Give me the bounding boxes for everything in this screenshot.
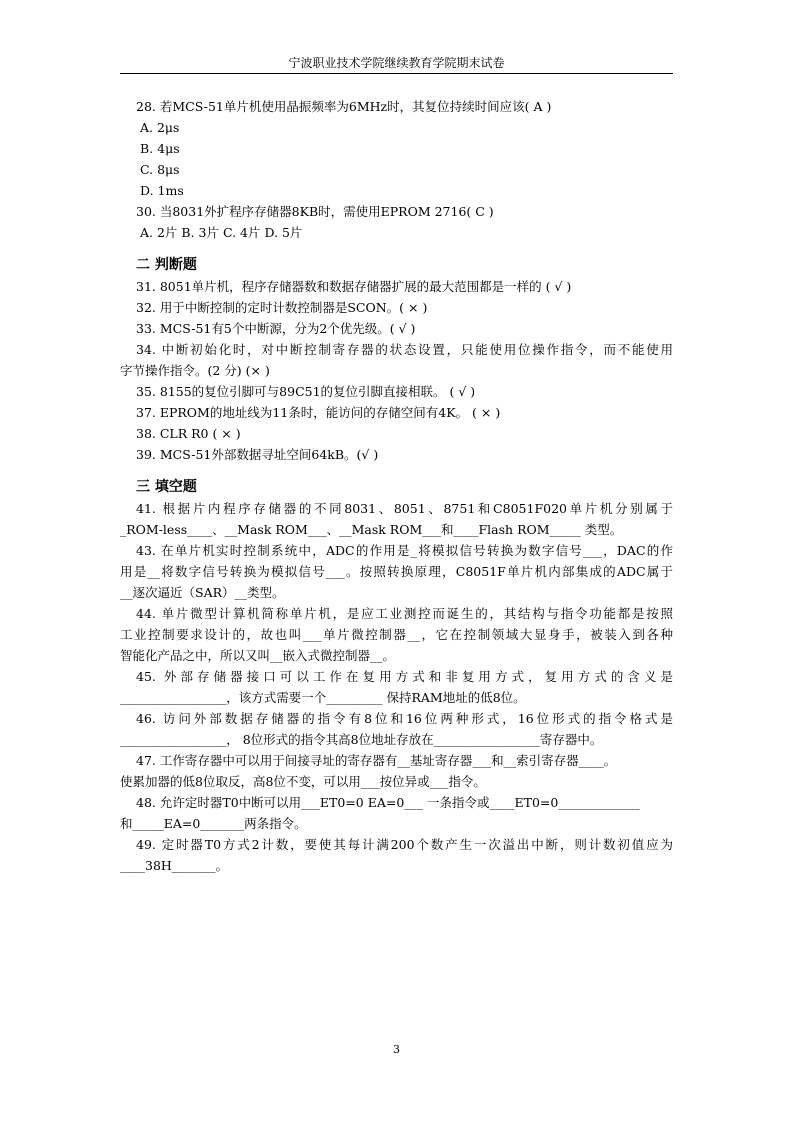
option-28d: D. 1ms	[140, 183, 184, 198]
question-44-line2: 工业控制要求设计的，故也叫___单片微控制器__，它在控制领域大显身手，被装入到各种	[120, 627, 673, 642]
page-number: 3	[393, 1043, 400, 1056]
option-28b: B. 4μs	[140, 141, 180, 156]
question-43-line2: 用是__将数字信号转换为模拟信号___。按照转换原理，C8051F单片机内部集成的ADC属于	[120, 564, 673, 579]
question-44-line1: 44. 单片微型计算机简称单片机，是应工业测控而诞生的，其结构与指令功能都是按照	[136, 606, 673, 621]
question-49-line1: 49. 定时器T0方式2计数，要使其每计满200个数产生一次溢出中断，则计数初值应为	[136, 837, 673, 852]
question-43-line1: 43. 在单片机实时控制系统中，ADC的作用是_将模拟信号转换为数字信号___，DAC的作	[136, 543, 673, 558]
question-38: 38. CLR R0 ( × )	[136, 426, 241, 441]
question-46-line2: _________________， 8位形式的指令其高8位地址存放在_________________寄存器中。	[120, 732, 603, 747]
question-47-line1: 47. 工作寄存器中可以用于间接寻址的寄存器有__基址寄存器___和__索引寄存器____。	[136, 753, 617, 768]
question-41-line2: _ROM-less____、__Mask ROM___、__Mask ROM___和____Flash ROM_____ 类型。	[120, 522, 623, 537]
question-46-line1: 46. 访问外部数据存储器的指令有8位和16位两种形式，16位形式的指令格式是	[136, 711, 673, 726]
question-41-line1: 41. 根据片内程序存储器的不同8031、8051、8751和C8051F020单片机分别属于	[136, 501, 673, 516]
page-header: 宁波职业技术学院继续教育学院期末试卷	[288, 56, 505, 70]
question-31: 31. 8051单片机，程序存储器数和数据存储器扩展的最大范围都是一样的 ( √ )	[136, 279, 572, 294]
option-28a: A. 2μs	[140, 120, 180, 135]
question-32: 32. 用于中断控制的定时计数控制器是SCON。( × )	[136, 300, 428, 315]
question-43-line3: __逐次逼近（SAR）__类型。	[120, 585, 285, 600]
question-47-line2: 使累加器的低8位取反，高8位不变，可以用___按位异或___指令。	[120, 774, 486, 789]
question-48-line1: 48. 允许定时器T0中断可以用___ET0=0 EA=0___ 一条指令或____ET0=0_____________	[136, 795, 640, 810]
question-49-line2: ____38H_______。	[120, 858, 229, 873]
question-34-line1: 34. 中断初始化时，对中断控制寄存器的状态设置，只能使用位操作指令，而不能使用	[136, 342, 673, 357]
question-39: 39. MCS-51外部数据寻址空间64kB。(√ )	[136, 447, 379, 462]
question-37: 37. EPROM的地址线为11条时，能访问的存储空间有4K。 ( × )	[136, 405, 501, 420]
question-34-line2: 字节操作指令。(2 分) (× )	[120, 363, 270, 378]
question-44-line3: 智能化产品之中，所以又叫__嵌入式微控制器__。	[120, 648, 396, 663]
question-35: 35. 8155的复位引脚可与89C51的复位引脚直接相联。 ( √ )	[136, 384, 476, 399]
section-fill-blank: 三 填空题	[136, 479, 197, 495]
question-45-line1: 45. 外部存储器接口可以工作在复用方式和非复用方式，复用方式的含义是	[136, 669, 673, 684]
question-45-line2: _________________，该方式需要一个_________ 保持RAM地址的低8位。	[120, 690, 526, 705]
question-30: 30. 当8031外扩程序存储器8KB时，需使用EPROM 2716( C )	[136, 204, 494, 219]
option-28c: C. 8μs	[140, 162, 180, 177]
section-true-false: 二 判断题	[136, 257, 197, 273]
exam-content	[120, 96, 673, 876]
question-33: 33. MCS-51有5个中断源，分为2个优先级。( √ )	[136, 321, 416, 336]
options-30: A. 2片 B. 3片 C. 4片 D. 5片	[140, 225, 303, 240]
header-rule	[120, 73, 673, 74]
question-48-line2: 和_____EA=0_______两条指令。	[120, 816, 307, 831]
question-28: 28. 若MCS-51单片机使用晶振频率为6MHz时，其复位持续时间应该( A )	[136, 99, 552, 114]
